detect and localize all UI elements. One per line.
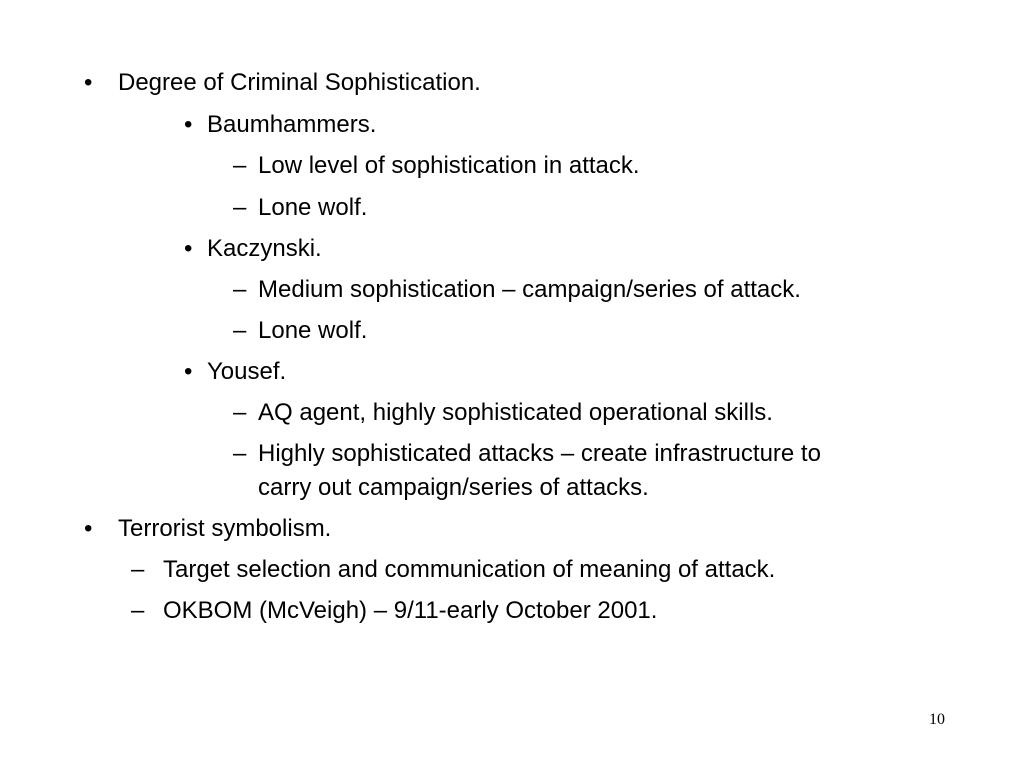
detail-medium-sophistication: Medium sophistication – campaign/series of attack. bbox=[258, 276, 801, 303]
sub-bullet-baumhammers: Baumhammers. bbox=[207, 111, 377, 138]
detail-okbom: OKBOM (McVeigh) – 9/11-early October 2001. bbox=[163, 597, 658, 624]
page-number: 10 bbox=[929, 711, 945, 728]
sub-bullet-kaczynski: Kaczynski. bbox=[207, 235, 322, 262]
dash-marker: – bbox=[131, 556, 145, 583]
detail-lone-wolf: Lone wolf. bbox=[258, 194, 368, 221]
detail-aq-agent: AQ agent, highly sophisticated operational skills. bbox=[258, 399, 773, 426]
bullet-marker: • bbox=[84, 515, 93, 542]
dash-marker: – bbox=[233, 317, 247, 344]
sub-bullet-yousef: Yousef. bbox=[207, 358, 287, 385]
dash-marker: – bbox=[233, 440, 247, 467]
bullet-marker: • bbox=[184, 358, 193, 385]
dash-marker: – bbox=[233, 194, 247, 221]
detail-target-selection: Target selection and communication of meaning of attack. bbox=[163, 556, 776, 583]
detail-highly-sophisticated-attacks: Highly sophisticated attacks – create infrastructure to bbox=[258, 440, 821, 467]
detail-low-level-sophistication: Low level of sophistication in attack. bbox=[258, 152, 640, 179]
detail-lone-wolf: Lone wolf. bbox=[258, 317, 368, 344]
dash-marker: – bbox=[131, 597, 145, 624]
bullet-marker: • bbox=[184, 235, 193, 262]
bullet-marker: • bbox=[84, 69, 93, 96]
dash-marker: – bbox=[233, 399, 247, 426]
detail-highly-sophisticated-attacks-continued: carry out campaign/series of attacks. bbox=[258, 474, 649, 501]
bullet-marker: • bbox=[184, 111, 193, 138]
bullet-item-degree-of-sophistication: Degree of Criminal Sophistication. bbox=[118, 69, 481, 96]
bullet-item-terrorist-symbolism: Terrorist symbolism. bbox=[118, 515, 332, 542]
dash-marker: – bbox=[233, 152, 247, 179]
dash-marker: – bbox=[233, 276, 247, 303]
